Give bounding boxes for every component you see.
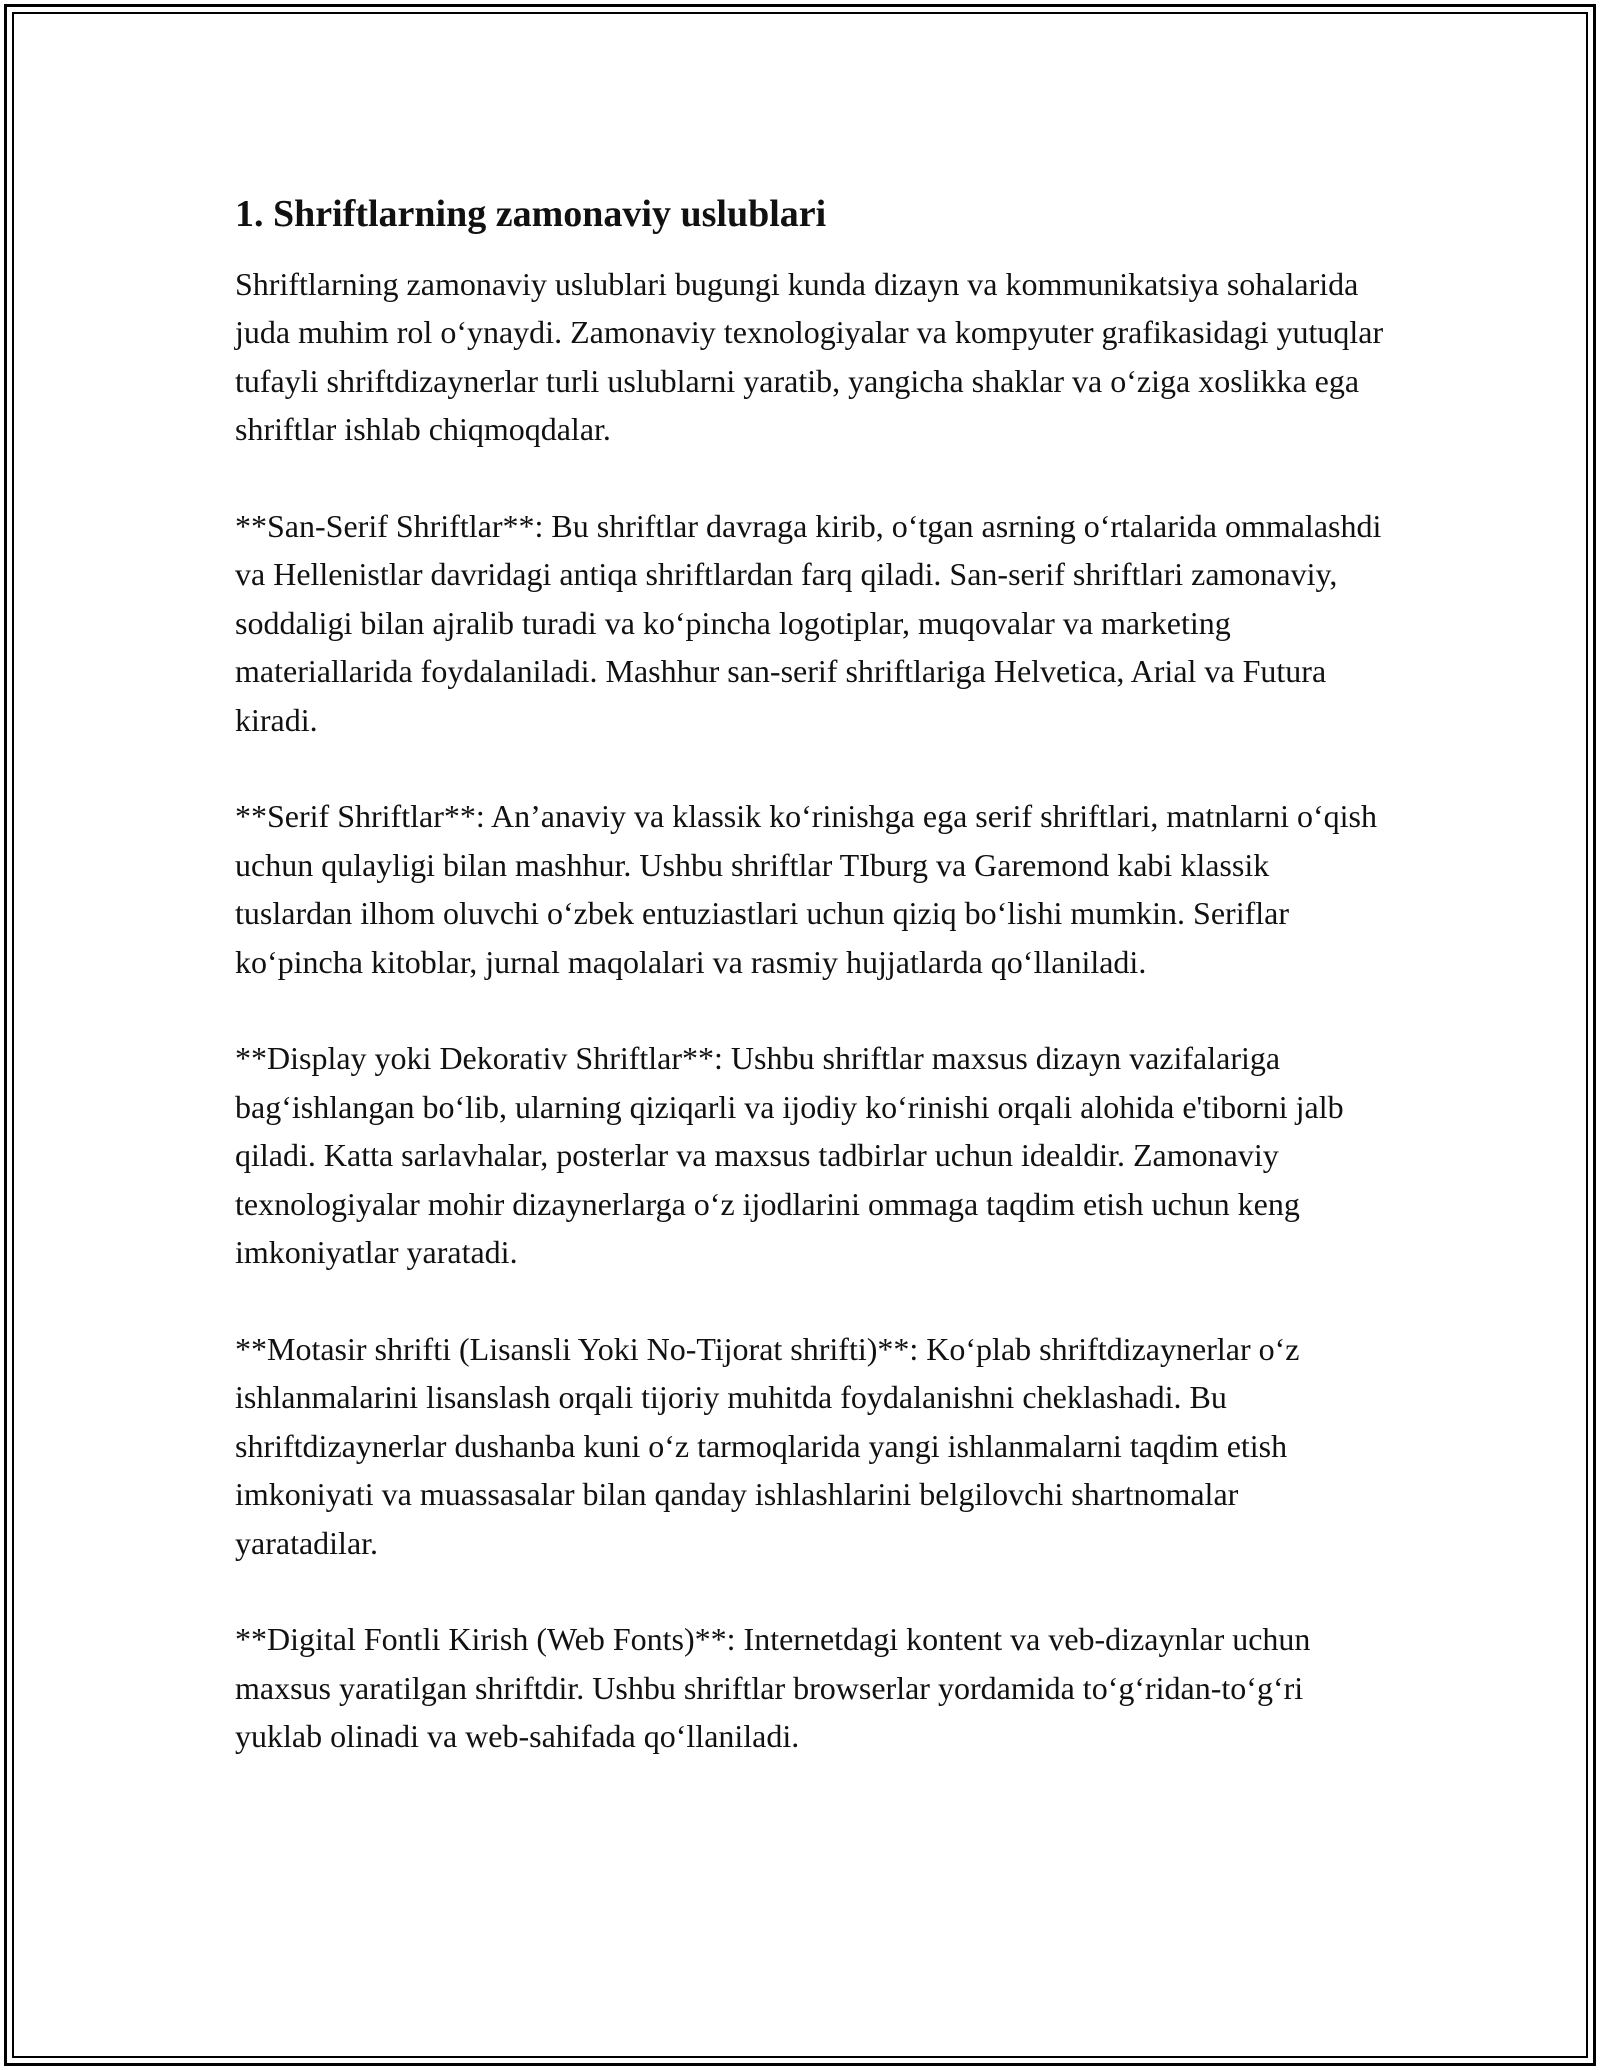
sans-serif-paragraph: **San-Serif Shriftlar**: Bu shriftlar davraga kirib, o‘tgan asrning o‘rtalarida ommalashdi va Hellenistlar davridagi antiqa shriftlardan farq qiladi. San-serif shriftlari zamonaviy, soddaligi bilan ajralib turadi va ko‘pincha logotiplar, muqovalar va marketing materiallarida foydalaniladi. Mashhur san-serif shriftlariga Helvetica, Arial va Futura kiradi. xyxy=(235,508,1382,738)
license-paragraph: **Motasir shrifti (Lisansli Yoki No-Tijorat shrifti)**: Ko‘plab shriftdizaynerlar o‘z ishlanmalarini lisanslash orqali tijoriy muhitda foydalanishni cheklashadi. Bu shriftdizaynerlar dushanba kuni o‘z tarmoqlarida yangi ishlanmalarni taqdim etish imkoniyati va muassasalar bilan qanday ishlashlarini belgilovchi shartnomalar yaratadilar. xyxy=(235,1330,1300,1561)
intro-paragraph: Shriftlarning zamonaviy uslublari bugungi kunda dizayn va kommunikatsiya sohalarida juda muhim rol o‘ynaydi. Zamonaviy texnologiyalar va kompyuter grafikasidagi yutuqlar tufayli shriftdizaynerlar turli uslublarni yaratib, yangicha shaklar va o‘ziga xoslikka ega shriftlar ishlab chiqmoqdalar. xyxy=(235,266,1384,448)
document-body xyxy=(235,188,1385,1761)
serif-paragraph: **Serif Shriftlar**: An’anaviy va klassik ko‘rinishga ega serif shriftlari, matnlarni o‘qish uchun qulayligi bilan mashhur. Ushbu shriftlar TIburg va Garemond kabi klassik tuslardan ilhom oluvchi o‘zbek entuziastlari uchun qiziq bo‘lishi mumkin. Seriflar ko‘pincha kitoblar, jurnal maqolalari va rasmiy hujjatlarda qo‘llaniladi. xyxy=(235,798,1377,980)
display-paragraph: **Display yoki Dekorativ Shriftlar**: Ushbu shriftlar maxsus dizayn vazifalariga bag‘ishlangan bo‘lib, ularning qiziqarli va ijodiy ko‘rinishi orqali alohida e'tiborni jalb qiladi. Katta sarlavhalar, posterlar va maxsus tadbirlar uchun idealdir. Zamonaviy texnologiyalar mohir dizaynerlarga o‘z ijodlarini ommaga taqdim etish uchun keng imkoniyatlar yaratadi. xyxy=(235,1040,1344,1271)
web-fonts-paragraph: **Digital Fontli Kirish (Web Fonts)**: Internetdagi kontent va veb-dizaynlar uchun maxsus yaratilgan shriftdir. Ushbu shriftlar browserlar yordamida to‘g‘ridan-to‘g‘ri yuklab olinadi va web-sahifada qo‘llaniladi. xyxy=(235,1621,1311,1755)
section-heading: 1. Shriftlarning zamonaviy uslublari xyxy=(235,193,827,235)
